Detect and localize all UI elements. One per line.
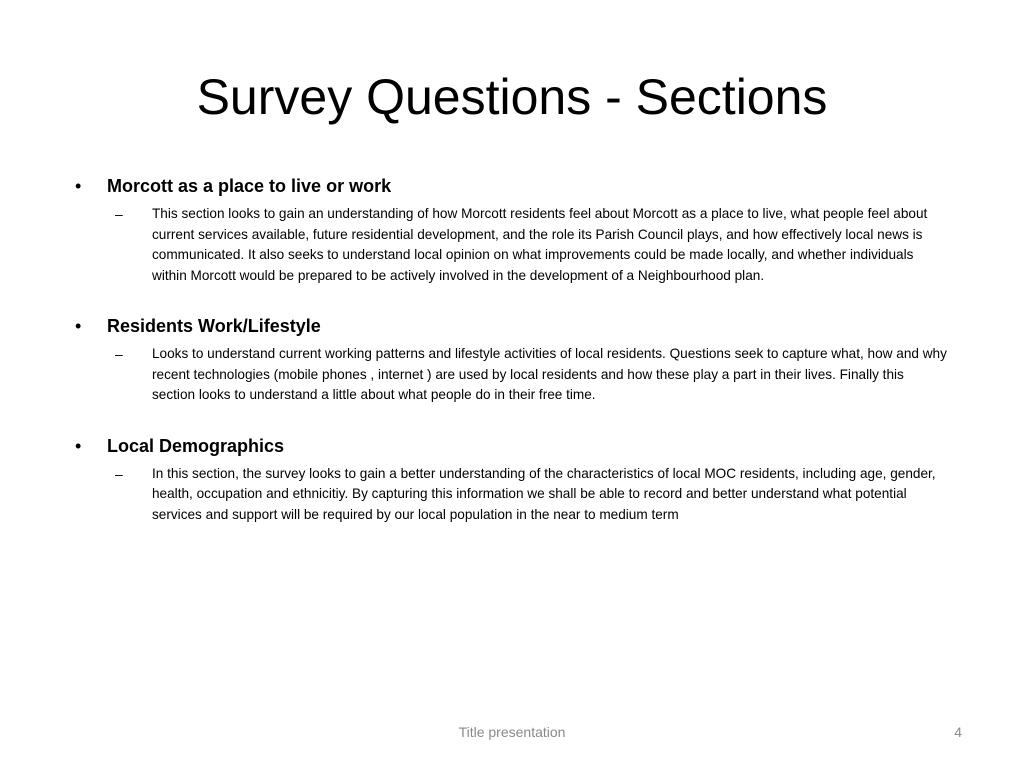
slide-content bbox=[70, 172, 950, 551]
slide-title: Survey Questions - Sections bbox=[196, 69, 828, 125]
section-heading: Residents Work/Lifestyle bbox=[107, 316, 321, 336]
section-work-lifestyle bbox=[70, 312, 950, 406]
sub-bullet-row bbox=[70, 204, 950, 286]
section-description: In this section, the survey looks to gain a better understanding of the characteristics of local MOC residents, including age, gender, health, occupation and ethnicitiy. By capturing this information we shall be able to record and better understand what potential services and support will be required by our local population in the near to medium term bbox=[152, 465, 936, 522]
dash-icon: – bbox=[115, 346, 123, 362]
bullet-icon: • bbox=[75, 316, 82, 336]
bullet-icon: • bbox=[75, 435, 82, 456]
dash-icon: – bbox=[115, 206, 123, 222]
section-heading: Local Demographics bbox=[107, 435, 285, 456]
section-local-demographics bbox=[70, 432, 950, 526]
bullet-row bbox=[70, 312, 950, 340]
sub-bullet-row bbox=[70, 344, 950, 406]
section-description: Looks to understand current working patterns and lifestyle activities of local residents. Questions seek to capture what, how and why recent technologies (mobile phones , internet ) are used by local residents and how these play a part in their lives. Finally this section looks to understand a little about what people do in their free time. bbox=[152, 346, 947, 402]
section-morcott-place bbox=[70, 172, 950, 286]
section-heading: Morcott as a place to live or work bbox=[107, 176, 392, 196]
section-description: This section looks to gain an understanding of how Morcott residents feel about Morcott as a place to live, what people feel about current services available, future residential development, and the role its Parish Council plays, and how effectively local news is communicated. It also seeks to understand local opinion on what improvements could be made locally, and whether individuals within Morcott would be prepared to be actively involved in the development of a Neighbourhood plan. bbox=[152, 206, 928, 283]
page-number: 4 bbox=[954, 724, 962, 740]
bullet-row bbox=[70, 172, 950, 200]
sub-bullet-row bbox=[70, 464, 950, 526]
dash-icon: – bbox=[115, 465, 123, 482]
bullet-row bbox=[70, 432, 950, 460]
footer-text: Title presentation bbox=[458, 724, 566, 740]
bullet-icon: • bbox=[75, 176, 82, 196]
